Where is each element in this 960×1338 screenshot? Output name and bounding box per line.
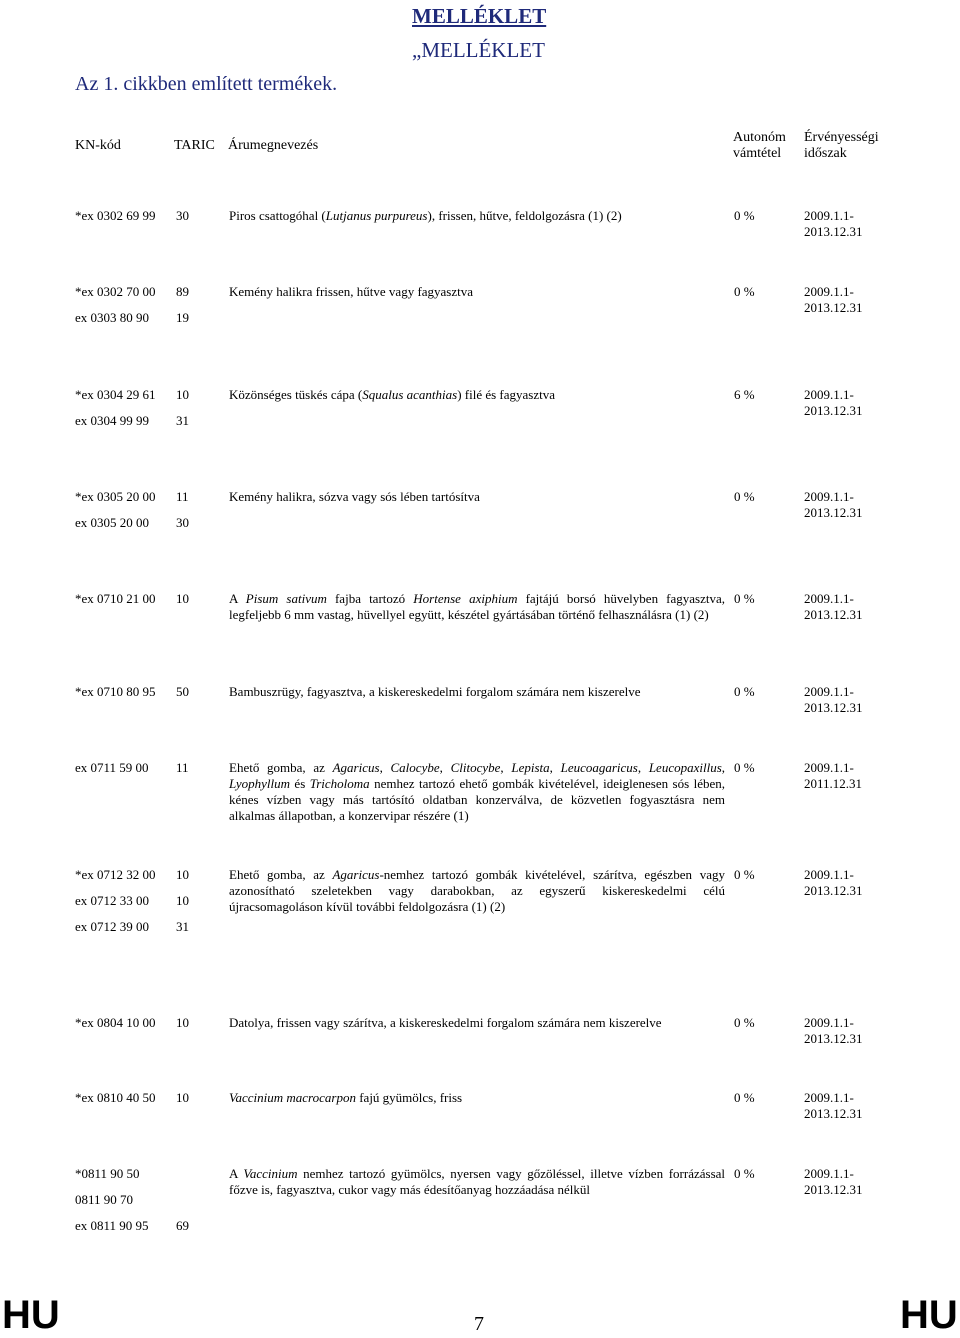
kn-code: ex 0712 33 00 [75, 893, 150, 908]
validity-start: 2009.1.1- [804, 867, 854, 882]
product-description: Bambuszrügy, fagyasztva, a kiskereskedelmi forgalom számára nem kiszerelve [229, 684, 641, 699]
col-period-header-line2: időszak [804, 146, 847, 161]
col-period-header-line1: Érvényességi [804, 130, 879, 145]
col-duty-header [733, 130, 786, 162]
kn-code: ex 0303 80 90 [75, 310, 150, 325]
page-number: 7 [474, 1313, 484, 1335]
validity-start: 2009.1.1- [804, 387, 854, 402]
col-taric-header: TARIC [174, 138, 215, 153]
kn-code: *ex 0712 32 00 [75, 867, 156, 882]
duty-rate: 0 % [734, 208, 755, 223]
kn-code: *ex 0710 80 95 [75, 684, 156, 699]
taric-code: 31 [176, 413, 189, 428]
col-duty-header-line1: Autonóm [733, 130, 786, 145]
taric-code: 10 [176, 893, 189, 908]
duty-rate: 0 % [734, 1015, 755, 1030]
validity-end: 2013.12.31 [804, 1031, 863, 1046]
kn-code: *ex 0302 70 00 [75, 284, 156, 299]
taric-code: 10 [176, 1090, 189, 1105]
taric-code: 31 [176, 919, 189, 934]
taric-code: 10 [176, 1015, 189, 1030]
col-duty-header-line2: vámtétel [733, 146, 782, 161]
duty-rate: 0 % [734, 284, 755, 299]
taric-code: 10 [176, 387, 189, 402]
validity-end: 2013.12.31 [804, 700, 863, 715]
taric-code: 11 [176, 760, 189, 775]
duty-rate: 0 % [734, 591, 755, 606]
validity-start: 2009.1.1- [804, 489, 854, 504]
validity-start: 2009.1.1- [804, 1015, 854, 1030]
kn-code: 0811 90 70 [75, 1192, 134, 1207]
validity-start: 2009.1.1- [804, 760, 854, 775]
validity-start: 2009.1.1- [804, 591, 854, 606]
validity-start: 2009.1.1- [804, 208, 854, 223]
product-description: Ehető gomba, az Agaricus-nemhez tartozó gombák kivételével, szárítva, egészben vagy azonosítható szeletekben vagy darabokban, az egyszerű kiskereskedelmi célú újracsomagoláson kívül további feldolgozásra (1) (2) [229, 867, 725, 914]
kn-code: *ex 0810 40 50 [75, 1090, 156, 1105]
product-description: Ehető gomba, az Agaricus, Calocybe, Clitocybe, Lepista, Leucoagaricus, Leucopaxillus, Lyophyllum és Tricholoma nemhez tartozó ehető gombák kivételével, ideiglenesen sós lében, kénes vízben vagy más tartósító oldatban konzerválva, de közvetlen fogyasztásra nem alkalmas állapotban, a konzervipar részére (1) [229, 760, 726, 823]
validity-start: 2009.1.1- [804, 284, 854, 299]
col-desc-header: Árumegnevezés [228, 138, 319, 153]
taric-code: 19 [176, 310, 189, 325]
duty-rate: 0 % [734, 489, 755, 504]
duty-rate: 0 % [734, 760, 755, 775]
kn-code: ex 0711 59 00 [75, 760, 149, 775]
taric-code: 50 [176, 684, 189, 699]
kn-code: *ex 0804 10 00 [75, 1015, 156, 1030]
product-description: Kemény halikra frissen, hűtve vagy fagyasztva [229, 284, 474, 299]
validity-end: 2013.12.31 [804, 505, 863, 520]
intro-text: Az 1. cikkben említett termékek. [75, 73, 338, 95]
duty-rate: 0 % [734, 1090, 755, 1105]
kn-code: *ex 0305 20 00 [75, 489, 156, 504]
taric-code: 30 [176, 208, 189, 223]
kn-code: *ex 0710 21 00 [75, 591, 156, 606]
duty-rate: 6 % [734, 387, 755, 402]
kn-code: ex 0811 90 95 [75, 1218, 149, 1233]
duty-rate: 0 % [734, 1166, 755, 1181]
footer-lang-left: HU [2, 1293, 60, 1337]
taric-code: 30 [176, 515, 189, 530]
kn-code: ex 0304 99 99 [75, 413, 150, 428]
validity-end: 2013.12.31 [804, 300, 863, 315]
product-description: A Pisum sativum fajba tartozó Hortense axiphium fajtájú borsó hüvelyben fagyasztva, legfeljebb 6 mm vastag, hüvellyel együtt, készétel gyártásában történő felhasználásra (1) (2) [229, 591, 726, 622]
product-description: Piros csattogóhal (Lutjanus purpureus), frissen, hűtve, feldolgozásra (1) (2) [229, 208, 622, 223]
kn-code: ex 0712 39 00 [75, 919, 150, 934]
validity-start: 2009.1.1- [804, 684, 854, 699]
product-description: Vaccinium macrocarpon fajú gyümölcs, friss [229, 1090, 463, 1105]
taric-code: 10 [176, 867, 189, 882]
taric-code: 89 [176, 284, 189, 299]
product-description: Kemény halikra, sózva vagy sós lében tartósítva [229, 489, 480, 504]
validity-end: 2011.12.31 [804, 776, 863, 791]
annex-title: MELLÉKLET [412, 4, 547, 28]
validity-end: 2013.12.31 [804, 607, 863, 622]
kn-code: ex 0305 20 00 [75, 515, 150, 530]
validity-end: 2013.12.31 [804, 403, 863, 418]
annex-subtitle: „MELLÉKLET [412, 38, 545, 62]
validity-end: 2013.12.31 [804, 1106, 863, 1121]
taric-code: 69 [176, 1218, 189, 1233]
validity-end: 2013.12.31 [804, 224, 863, 239]
validity-start: 2009.1.1- [804, 1090, 854, 1105]
col-kn-header: KN-kód [75, 138, 121, 153]
kn-code: *0811 90 50 [75, 1166, 140, 1181]
taric-code: 11 [176, 489, 189, 504]
taric-code: 10 [176, 591, 189, 606]
kn-code: *ex 0302 69 99 [75, 208, 156, 223]
kn-code: *ex 0304 29 61 [75, 387, 156, 402]
validity-start: 2009.1.1- [804, 1166, 854, 1181]
duty-rate: 0 % [734, 867, 755, 882]
product-description: Közönséges tüskés cápa (Squalus acanthias) filé és fagyasztva [229, 387, 556, 402]
validity-end: 2013.12.31 [804, 1182, 863, 1197]
product-description: Datolya, frissen vagy szárítva, a kiskereskedelmi forgalom számára nem kiszerelve [229, 1015, 662, 1030]
validity-end: 2013.12.31 [804, 883, 863, 898]
footer-lang-right: HU [900, 1293, 958, 1337]
col-period-header [804, 130, 879, 162]
product-description: A Vaccinium nemhez tartozó gyümölcs, nyersen vagy gőzöléssel, illetve vízben forrázással főzve is, fagyasztva, cukor vagy más édesítőanyag hozzáadása nélkül [229, 1166, 726, 1197]
duty-rate: 0 % [734, 684, 755, 699]
